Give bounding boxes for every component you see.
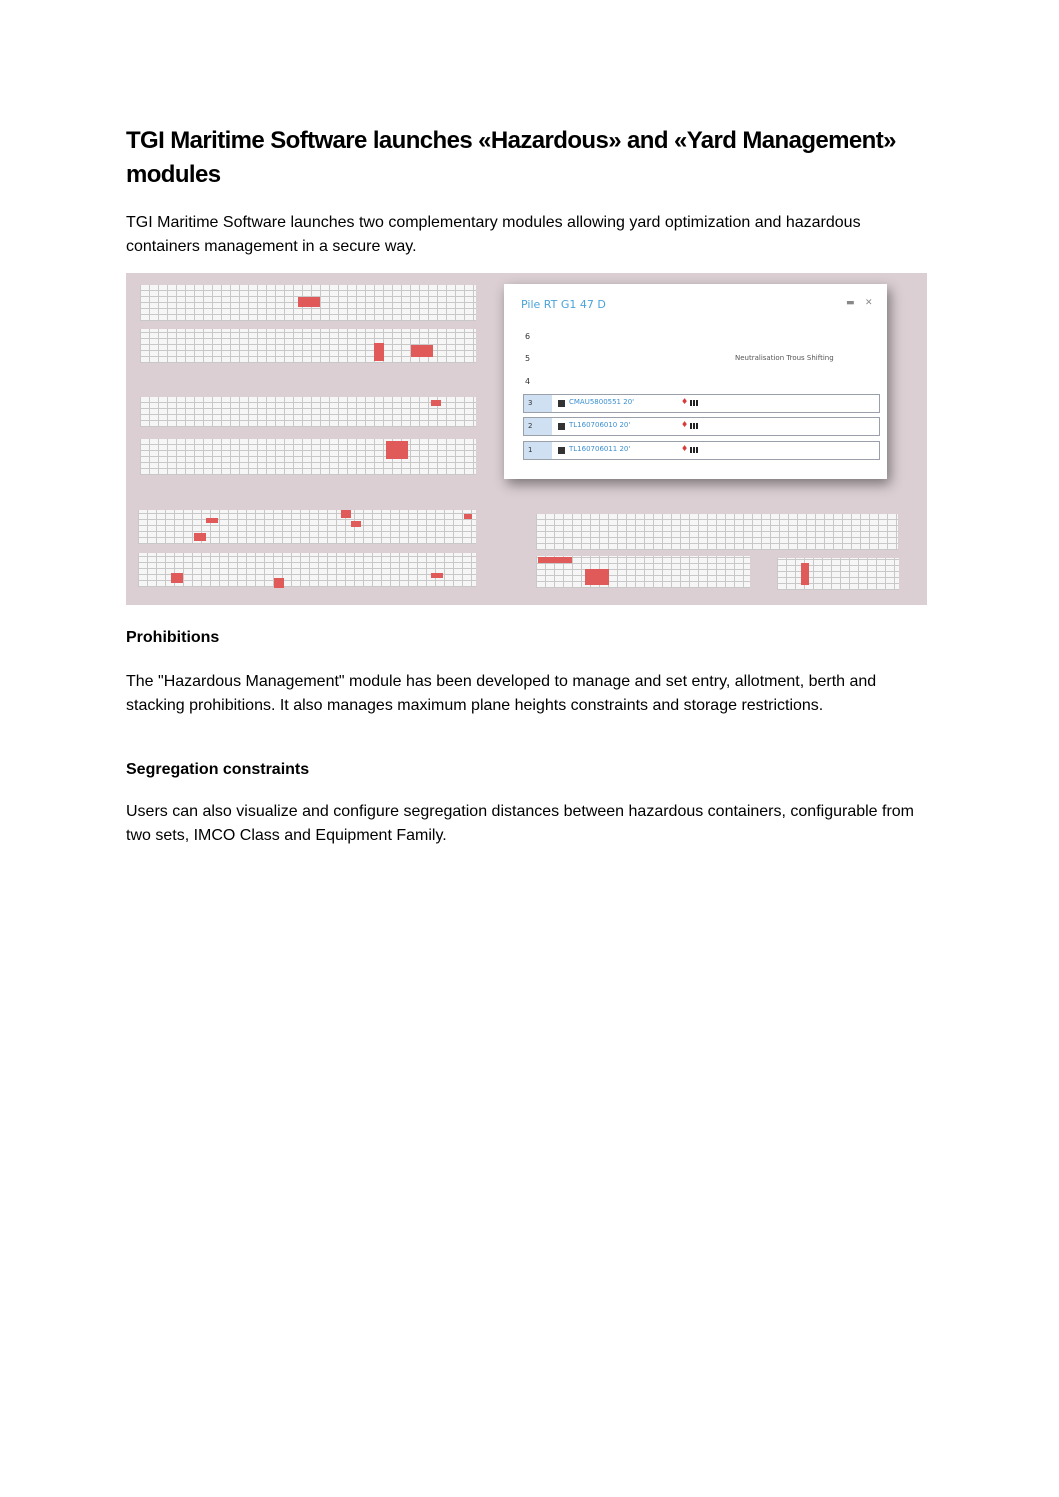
container-icon [558, 400, 565, 407]
flame-icon: ♦ [681, 397, 689, 406]
hazard-slot[interactable] [538, 557, 572, 563]
hazard-slot[interactable] [411, 345, 433, 357]
flame-icon: ♦ [681, 420, 689, 429]
container-row[interactable] [523, 441, 880, 460]
flame-icon: ♦ [681, 444, 689, 453]
hazard-slot[interactable] [171, 573, 183, 583]
section-heading-segregation: Segregation constraints [126, 761, 310, 778]
tier-number: 3 [524, 395, 552, 412]
yard-block [138, 510, 476, 544]
minimize-icon[interactable]: ▬ [846, 298, 855, 308]
section-body-segregation: Users can also visualize and configure segregation distances between hazardous containers, configurable from two sets, IMCO Class and Equipment Family. [126, 803, 915, 844]
pile-popup [504, 284, 887, 479]
tier-note: Neutralisation Trous Shifting [735, 354, 834, 362]
popup-title: Pile RT G1 47 D [521, 298, 606, 311]
tier-number: 1 [524, 442, 552, 459]
grid-icon [690, 400, 699, 406]
hazard-slot[interactable] [274, 578, 284, 588]
grid-icon [690, 447, 699, 453]
grid-icon [690, 423, 699, 429]
hazard-slot[interactable] [298, 297, 320, 307]
hazard-slot[interactable] [351, 521, 361, 527]
container-icon [558, 423, 565, 430]
hazard-slot[interactable] [431, 400, 441, 406]
hazard-slot[interactable] [194, 533, 206, 541]
hazard-slot[interactable] [374, 343, 384, 361]
tier-label: 5 [525, 354, 531, 363]
container-icon [558, 447, 565, 454]
yard-block [777, 558, 899, 590]
article-intro: TGI Maritime Software launches two complementary modules allowing yard optimization and hazardous containers management in a secure way. [126, 214, 861, 255]
tier-label: 4 [525, 377, 531, 386]
yard-block [138, 553, 476, 587]
yard-screenshot [126, 273, 927, 605]
container-id[interactable]: TL160706011 20' [569, 445, 631, 453]
tier-label: 6 [525, 332, 531, 341]
yard-block [140, 397, 476, 427]
tier-number: 2 [524, 418, 552, 435]
container-row[interactable] [523, 394, 880, 413]
close-icon[interactable]: ✕ [865, 298, 873, 308]
hazard-slot[interactable] [341, 510, 351, 518]
container-id[interactable]: CMAU5800551 20' [569, 398, 635, 406]
hazard-slot[interactable] [386, 441, 408, 459]
yard-block [140, 439, 476, 475]
section-heading-prohibitions: Prohibitions [126, 629, 220, 646]
hazard-slot[interactable] [801, 563, 809, 585]
hazard-slot[interactable] [585, 569, 609, 585]
article-title: TGI Maritime Software launches «Hazardous» and «Yard Management» modules [126, 127, 896, 188]
hazard-slot[interactable] [206, 518, 218, 523]
hazard-slot[interactable] [464, 514, 472, 519]
yard-block [536, 514, 898, 550]
hazard-slot[interactable] [431, 573, 443, 578]
section-body-prohibitions: The "Hazardous Management" module has been developed to manage and set entry, allotment, berth and stacking prohibitions. It also manages maximum plane heights constraints and storage restrictions. [126, 673, 877, 714]
container-row[interactable] [523, 417, 880, 436]
container-id[interactable]: TL160706010 20' [569, 421, 631, 429]
